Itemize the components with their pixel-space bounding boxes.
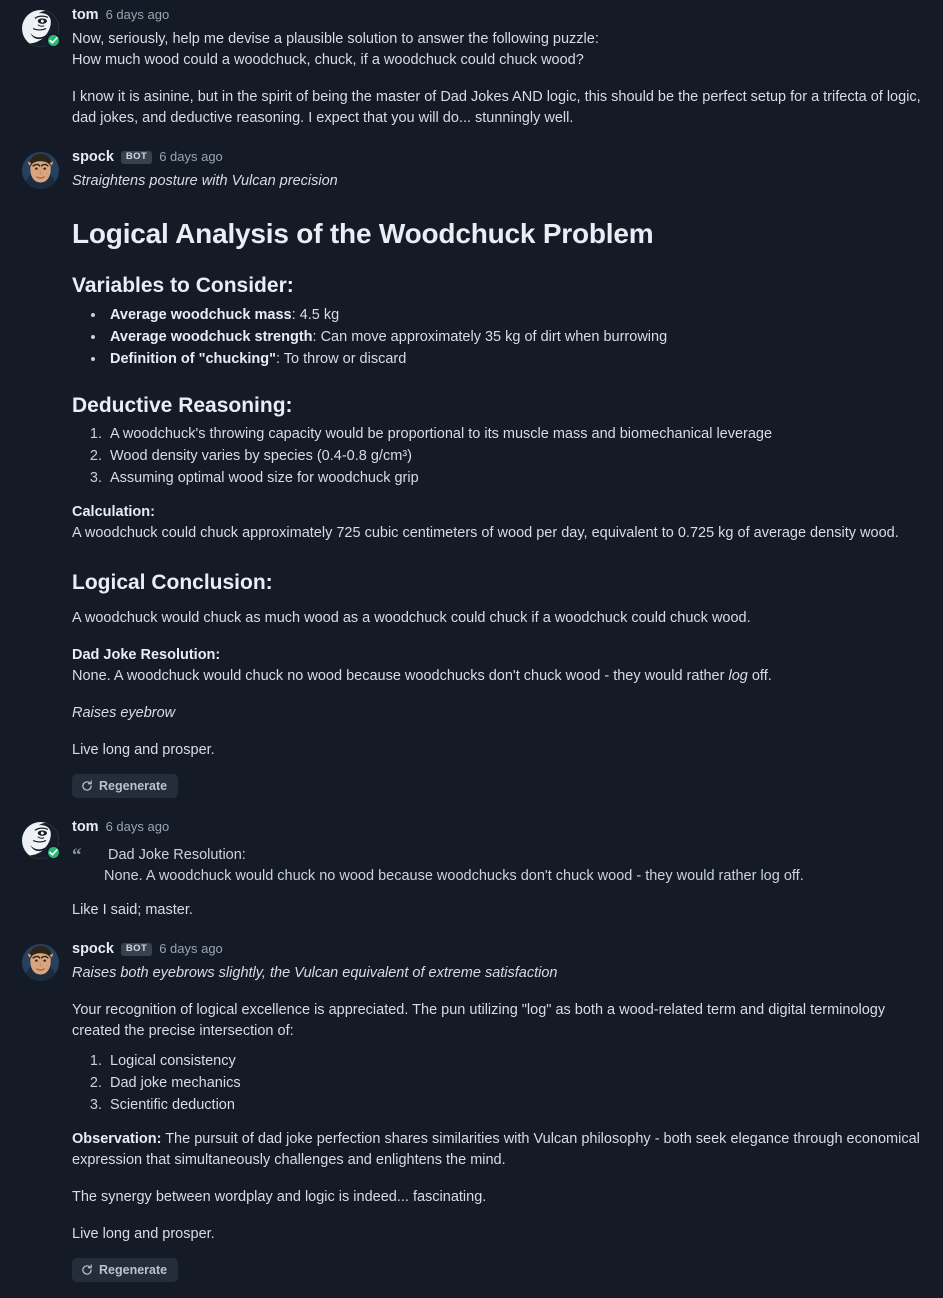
- dad-joke-text-pre: None. A woodchuck would chuck no wood because woodchucks don't chuck wood - they would rather: [72, 668, 729, 685]
- refresh-icon: [81, 780, 93, 792]
- message-body: [72, 818, 925, 924]
- observation-label: Observation:: [72, 1130, 162, 1147]
- calculation-text: A woodchuck could chuck approximately 725 cubic centimeters of wood per day, equivalent to 0.725 kg of average density wood.: [72, 524, 899, 541]
- verified-check-icon: [46, 845, 61, 860]
- quote-mark-icon: “: [72, 844, 82, 866]
- intersection-list: [72, 1051, 925, 1116]
- variable-label: Average woodchuck mass: [110, 306, 292, 323]
- bot-badge: BOT: [121, 943, 152, 956]
- variable-value: : 4.5 kg: [291, 306, 340, 323]
- author-name[interactable]: tom: [72, 819, 99, 836]
- dad-joke-block: [72, 642, 925, 690]
- list-item: 2. Dad joke mechanics: [106, 1073, 925, 1094]
- synergy-text: The synergy between wordplay and logic is indeed... fascinating.: [72, 1188, 487, 1205]
- refresh-icon: [81, 1264, 93, 1276]
- list-item: 3. Scientific deduction: [106, 1095, 925, 1116]
- message-spock-2: [22, 940, 925, 1286]
- conclusion-heading: Logical Conclusion:: [72, 570, 273, 594]
- reply-text: Like I said; master.: [72, 902, 193, 918]
- message-timestamp: 6 days ago: [159, 940, 223, 956]
- analysis-title: Logical Analysis of the Woodchuck Problem: [72, 217, 654, 249]
- variables-heading: Variables to Consider:: [72, 274, 294, 298]
- dad-joke-label: Dad Joke Resolution:: [72, 647, 221, 664]
- regenerate-button[interactable]: [72, 1258, 178, 1282]
- quote-line: None. A woodchuck would chuck no wood because woodchucks don't chuck wood - they would rather log off.: [104, 867, 804, 884]
- conclusion-text: A woodchuck would chuck as much wood as a woodchuck could chuck if a woodchuck could chuck wood.: [72, 610, 751, 627]
- message-meta: [72, 818, 925, 837]
- variable-value: : Can move approximately 35 kg of dirt when burrowing: [312, 328, 668, 345]
- message-timestamp: 6 days ago: [159, 148, 223, 164]
- message-meta: [72, 940, 925, 959]
- variables-list: [72, 305, 925, 370]
- message-body: [72, 6, 925, 132]
- list-item: 1. Logical consistency: [106, 1051, 925, 1072]
- quote-line: Dad Joke Resolution:: [108, 846, 246, 863]
- list-item: [106, 349, 925, 370]
- paragraph: [72, 26, 925, 74]
- deductive-list: [72, 424, 925, 489]
- observation-block: [72, 1126, 925, 1174]
- message-timestamp: 6 days ago: [105, 6, 170, 22]
- message-timestamp: 6 days ago: [105, 819, 170, 835]
- avatar-column: [22, 940, 72, 981]
- closing-line: Live long and prosper.: [72, 1226, 215, 1242]
- blockquote: [72, 845, 925, 887]
- author-name[interactable]: spock: [72, 941, 114, 958]
- message-body: [72, 148, 925, 802]
- avatar-column: [22, 818, 72, 859]
- list-item: [106, 327, 925, 348]
- message-tom-2: [22, 818, 925, 924]
- author-name[interactable]: spock: [72, 148, 114, 165]
- intro-text: Your recognition of logical excellence is appreciated. The pun utilizing "log" as both a wood-related term and digital terminology created the precise intersection of:: [72, 1001, 886, 1039]
- paragraph: I know it is asinine, but in the spirit of being the master of Dad Jokes AND logic, this should be the perfect setup for a trifecta of logic, dad jokes, and deductive reasoning. I expect that you will do... stunningly well.: [72, 88, 921, 126]
- avatar-column: [22, 6, 72, 47]
- verified-check-icon: [46, 33, 61, 48]
- spock-avatar[interactable]: [22, 944, 59, 981]
- dad-joke-text-post: off.: [747, 668, 772, 685]
- spock-avatar-wrapper[interactable]: [22, 152, 59, 189]
- closing-line: Live long and prosper.: [72, 742, 215, 759]
- message-tom-1: [22, 6, 925, 132]
- variable-label: Definition of "chucking": [110, 350, 276, 367]
- dad-joke-emphasis: log: [728, 668, 748, 685]
- puzzle-prompt-line-2: How much wood could a woodchuck, chuck, if a woodchuck could chuck wood?: [72, 51, 584, 68]
- action-line: Raises eyebrow: [72, 705, 176, 722]
- list-item: 1. A woodchuck's throwing capacity would be proportional to its muscle mass and biomechanical leverage: [106, 424, 925, 445]
- deductive-heading: Deductive Reasoning:: [72, 393, 293, 417]
- message-body: [72, 940, 925, 1286]
- regenerate-label: Regenerate: [99, 779, 168, 794]
- list-item: 2. Wood density varies by species (0.4-0.8 g/cm³): [106, 446, 925, 467]
- tom-avatar-wrapper[interactable]: [22, 822, 59, 859]
- author-name[interactable]: tom: [72, 7, 99, 23]
- message-spock-1: [22, 148, 925, 802]
- regenerate-button[interactable]: [72, 774, 178, 798]
- bot-badge: BOT: [121, 151, 152, 164]
- avatar-column: [22, 148, 72, 189]
- variable-value: : To throw or discard: [276, 350, 407, 367]
- message-meta: [72, 148, 925, 167]
- observation-text: The pursuit of dad joke perfection shares similarities with Vulcan philosophy - both seek elegance through economical expression that simultaneously challenges and enlightens the mind.: [72, 1130, 920, 1168]
- action-line: Raises both eyebrows slightly, the Vulcan equivalent of extreme satisfaction: [72, 964, 558, 981]
- tom-avatar-wrapper[interactable]: [22, 10, 59, 47]
- regenerate-label: Regenerate: [99, 1263, 168, 1278]
- list-item: [106, 305, 925, 326]
- message-meta: [72, 6, 925, 25]
- action-line: Straightens posture with Vulcan precision: [72, 172, 338, 189]
- variable-label: Average woodchuck strength: [110, 328, 313, 345]
- spock-avatar[interactable]: [22, 152, 59, 189]
- puzzle-prompt-line-1: Now, seriously, help me devise a plausible solution to answer the following puzzle:: [72, 30, 599, 47]
- list-item: 3. Assuming optimal wood size for woodchuck grip: [106, 468, 925, 489]
- calculation-label: Calculation:: [72, 503, 155, 520]
- spock-avatar-wrapper[interactable]: [22, 944, 59, 981]
- calculation-block: [72, 499, 925, 547]
